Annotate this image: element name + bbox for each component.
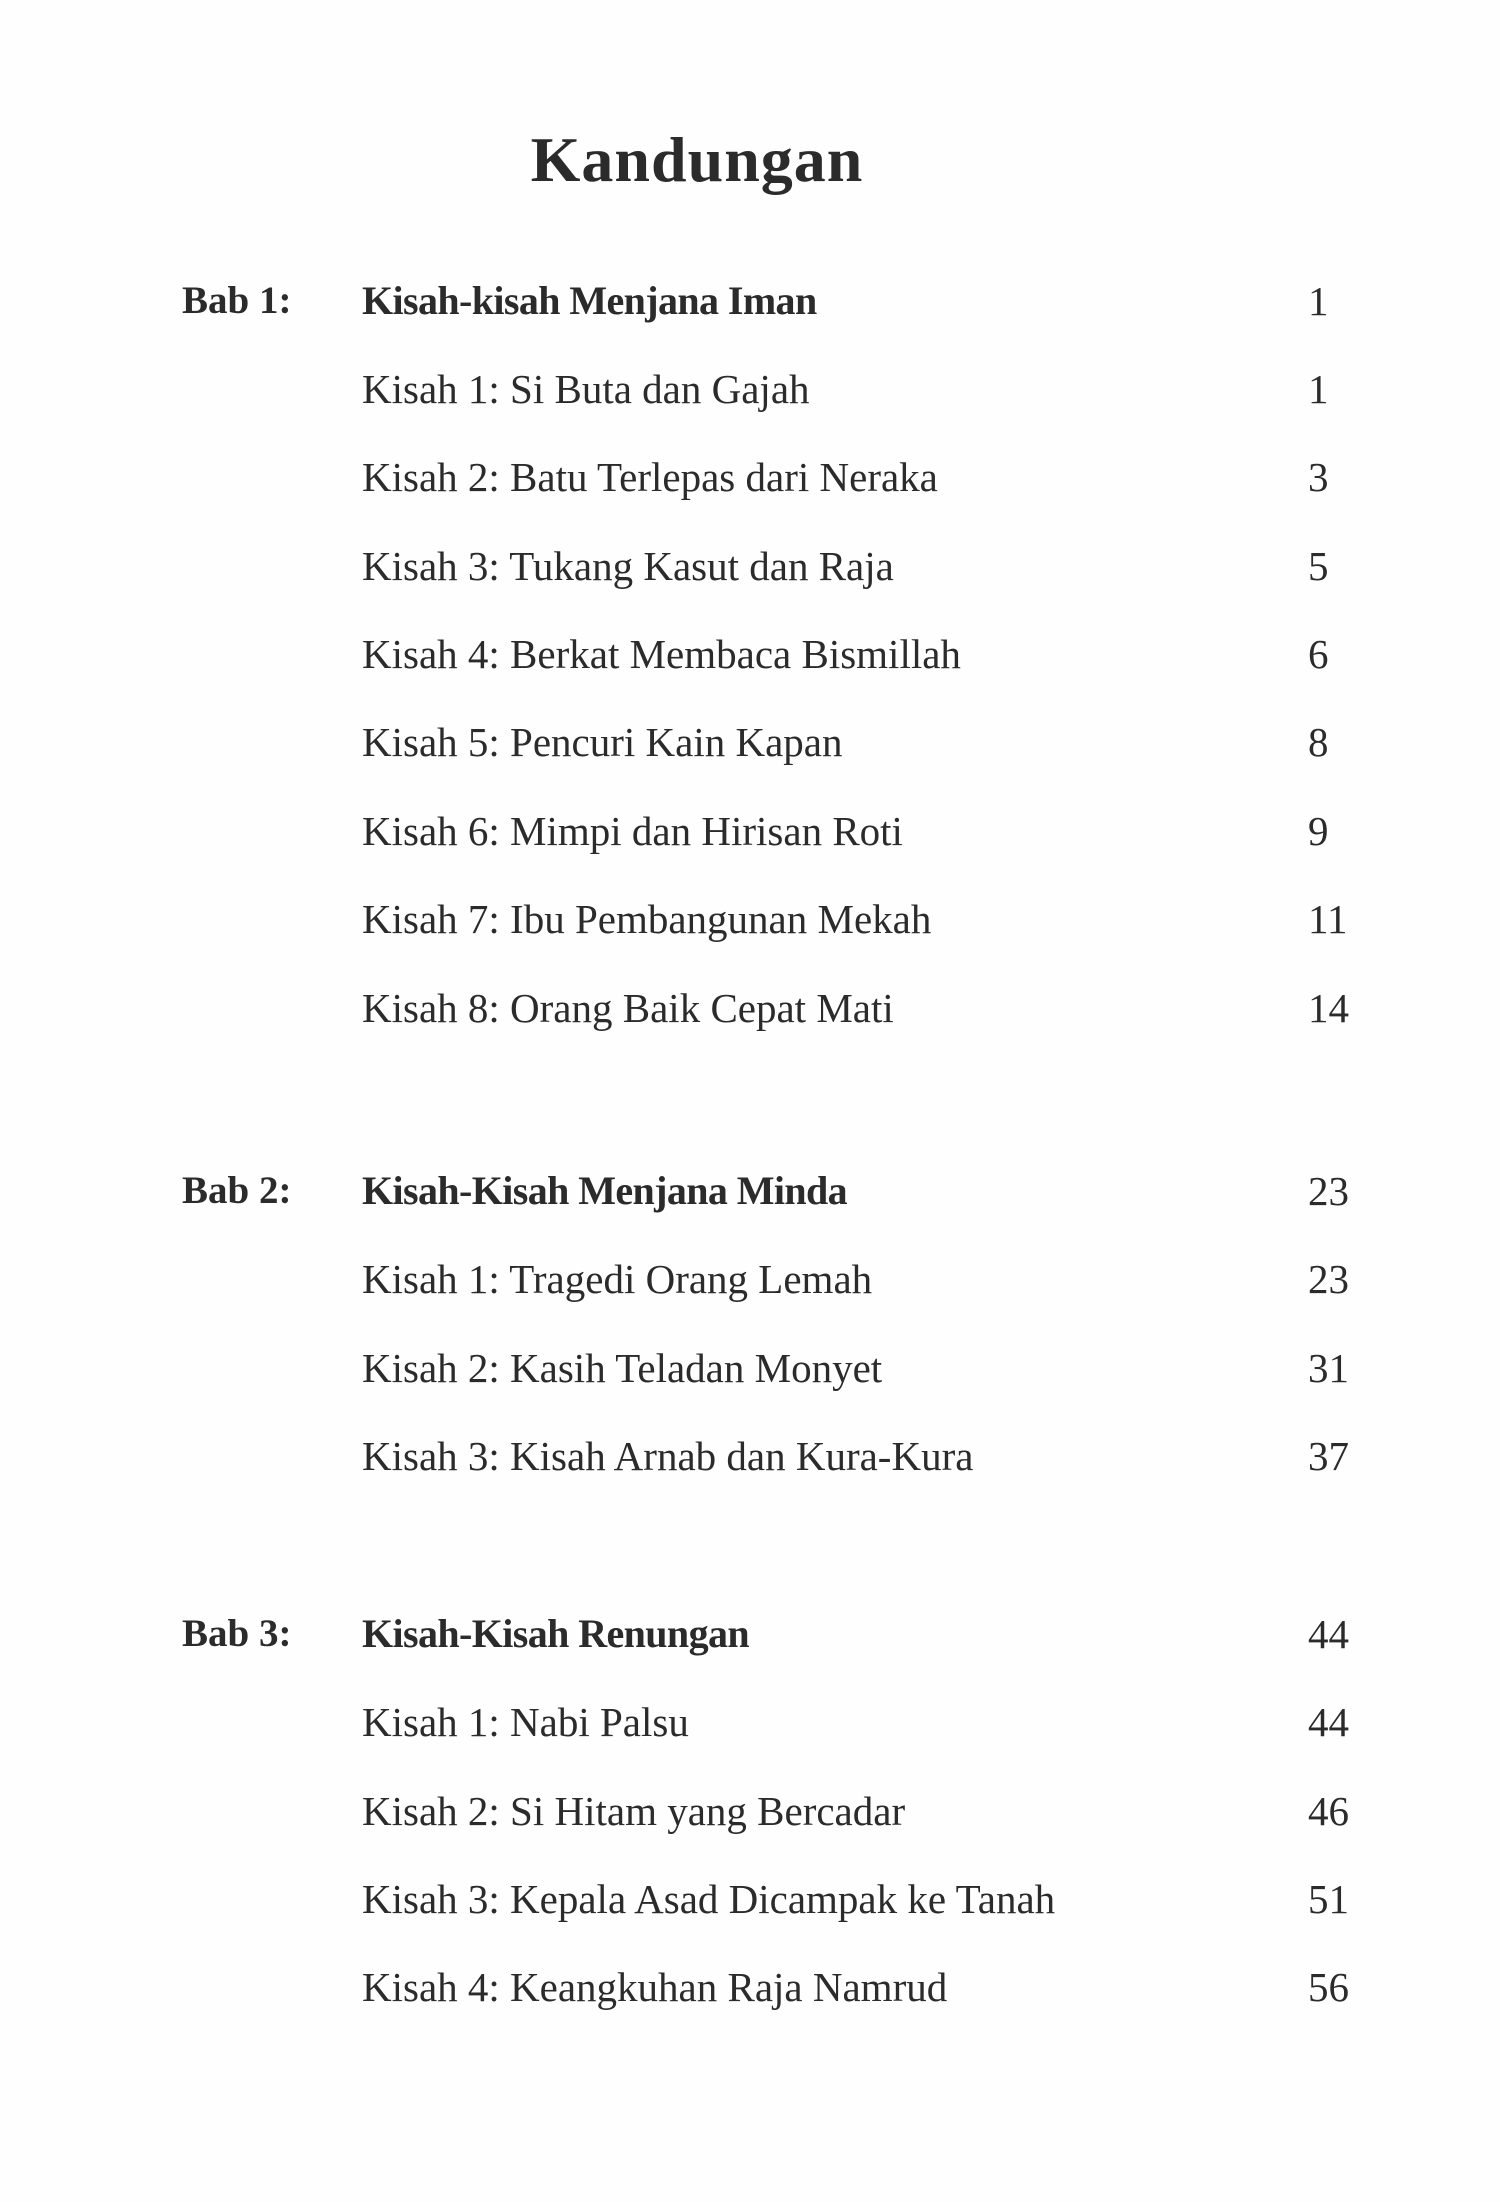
page-number: 56	[1308, 1964, 1349, 2010]
story-title: Kisah 8: Orang Baik Cepat Mati	[362, 985, 894, 1031]
page-number: 14	[1308, 985, 1349, 1031]
page-number: 44	[1308, 1699, 1349, 1745]
toc-entry	[0, 1428, 1500, 1484]
page-number: 11	[1308, 896, 1348, 942]
story-title: Kisah 2: Kasih Teladan Monyet	[362, 1345, 883, 1391]
page-number: 9	[1308, 808, 1329, 854]
toc-entry	[0, 803, 1500, 859]
page-number: 5	[1308, 543, 1329, 589]
toc-entry	[0, 626, 1500, 682]
toc-entry	[0, 538, 1500, 594]
story-title: Kisah 5: Pencuri Kain Kapan	[362, 719, 843, 765]
toc-entry	[0, 891, 1500, 947]
toc-entry	[0, 714, 1500, 770]
toc-entry	[0, 1871, 1500, 1927]
chapter-heading-row	[0, 273, 1500, 329]
story-title: Kisah 1: Si Buta dan Gajah	[362, 366, 810, 412]
toc-entry	[0, 1694, 1500, 1750]
page-number: 1	[1308, 278, 1329, 324]
chapter-heading-row	[0, 1606, 1500, 1662]
toc-entry	[0, 1959, 1500, 2015]
chapter-title: Kisah-kisah Menjana Iman	[362, 278, 817, 323]
page-number: 44	[1308, 1611, 1349, 1657]
page-number: 1	[1308, 366, 1329, 412]
page-number: 6	[1308, 631, 1329, 677]
story-title: Kisah 4: Keangkuhan Raja Namrud	[362, 1964, 948, 2010]
story-title: Kisah 7: Ibu Pembangunan Mekah	[362, 896, 932, 942]
page-number: 23	[1308, 1256, 1349, 1302]
toc-entry	[0, 1340, 1500, 1396]
chapter-title: Kisah-Kisah Renungan	[362, 1611, 750, 1656]
story-title: Kisah 4: Berkat Membaca Bismillah	[362, 631, 961, 677]
toc-entry	[0, 361, 1500, 417]
page-title: Kandungan	[530, 124, 864, 195]
toc-entry	[0, 1251, 1500, 1307]
page-number: 8	[1308, 719, 1329, 765]
page-number: 51	[1308, 1876, 1349, 1922]
toc-entry	[0, 980, 1500, 1036]
chapter-label: Bab 2:	[182, 1169, 292, 1212]
chapter-heading-row	[0, 1163, 1500, 1219]
story-title: Kisah 3: Kisah Arnab dan Kura-Kura	[362, 1433, 974, 1479]
story-title: Kisah 2: Batu Terlepas dari Neraka	[362, 454, 938, 500]
story-title: Kisah 1: Tragedi Orang Lemah	[362, 1256, 873, 1302]
page-number: 23	[1308, 1168, 1349, 1214]
toc-entry	[0, 1783, 1500, 1839]
story-title: Kisah 1: Nabi Palsu	[362, 1699, 689, 1745]
story-title: Kisah 6: Mimpi dan Hirisan Roti	[362, 808, 903, 854]
page-number: 31	[1308, 1345, 1349, 1391]
chapter-label: Bab 1:	[182, 279, 292, 322]
chapter-title: Kisah-Kisah Menjana Minda	[362, 1168, 848, 1213]
page-number: 46	[1308, 1788, 1349, 1834]
chapter-label: Bab 3:	[182, 1612, 292, 1655]
story-title: Kisah 3: Tukang Kasut dan Raja	[362, 543, 894, 589]
story-title: Kisah 3: Kepala Asad Dicampak ke Tanah	[362, 1876, 1056, 1922]
toc-entry	[0, 449, 1500, 505]
page-number: 3	[1308, 454, 1329, 500]
page-number: 37	[1308, 1433, 1349, 1479]
story-title: Kisah 2: Si Hitam yang Bercadar	[362, 1788, 906, 1834]
